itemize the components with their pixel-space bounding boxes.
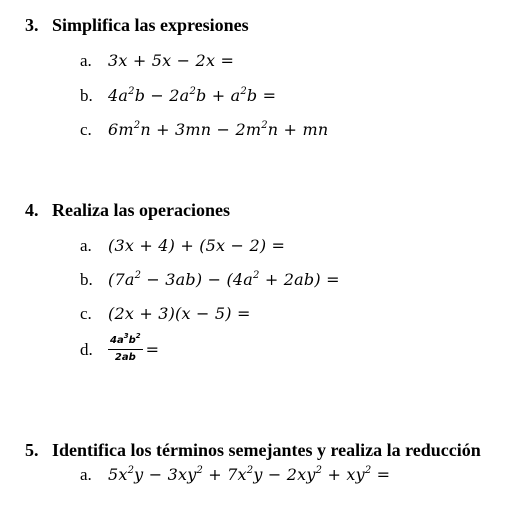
item-letter: d. — [80, 339, 93, 359]
equals-sign: = — [145, 340, 160, 359]
exercise-5-heading — [25, 440, 481, 461]
item-expression: (2x + 3)(x − 5) = — [108, 304, 251, 323]
exercise-5a — [80, 465, 390, 485]
fraction-numerator: $4a^3b^2$ — [108, 334, 143, 350]
item-letter: a. — [80, 465, 92, 484]
exercise-5-number: 5. — [25, 440, 39, 460]
item-letter: c. — [80, 120, 92, 139]
fraction — [108, 334, 143, 365]
exercise-3-heading — [25, 15, 249, 36]
item-expression: $4a^2b - 2a^2b + a^2b$ = — [108, 86, 277, 105]
item-letter: b. — [80, 270, 93, 289]
exercise-4d — [80, 334, 159, 365]
exercise-3-number: 3. — [25, 15, 39, 35]
item-expression: 3x + 5x − 2x = — [108, 51, 235, 70]
item-expression: (3x + 4) + (5x − 2) = — [108, 236, 286, 255]
exercise-4-number: 4. — [25, 200, 39, 220]
exercise-3c — [80, 120, 328, 140]
item-letter: a. — [80, 236, 92, 255]
exercise-4-heading — [25, 200, 230, 221]
item-letter: b. — [80, 86, 93, 105]
exercise-4a — [80, 236, 285, 256]
exercise-3a — [80, 51, 234, 71]
exercise-3-title: Simplifica las expresiones — [52, 15, 249, 35]
exercise-4c — [80, 304, 251, 324]
item-letter: a. — [80, 51, 92, 70]
item-expression: $5x^2y - 3xy^2 + 7x^2y - 2xy^2 + xy^2$ = — [108, 465, 391, 484]
exercise-4-title: Realiza las operaciones — [52, 200, 230, 220]
item-expression: $6m^2n + 3mn - 2m^2n$ + mn — [108, 120, 329, 139]
exercise-5-title: Identifica los términos semejantes y realiza la reducción — [52, 440, 481, 460]
exercise-3b — [80, 86, 276, 106]
exercise-4b — [80, 270, 340, 290]
item-expression: $(7a^2 - 3ab) - (4a^2 + 2ab)$ = — [108, 270, 340, 289]
fraction-denominator: 2ab — [114, 352, 136, 363]
item-letter: c. — [80, 304, 92, 323]
